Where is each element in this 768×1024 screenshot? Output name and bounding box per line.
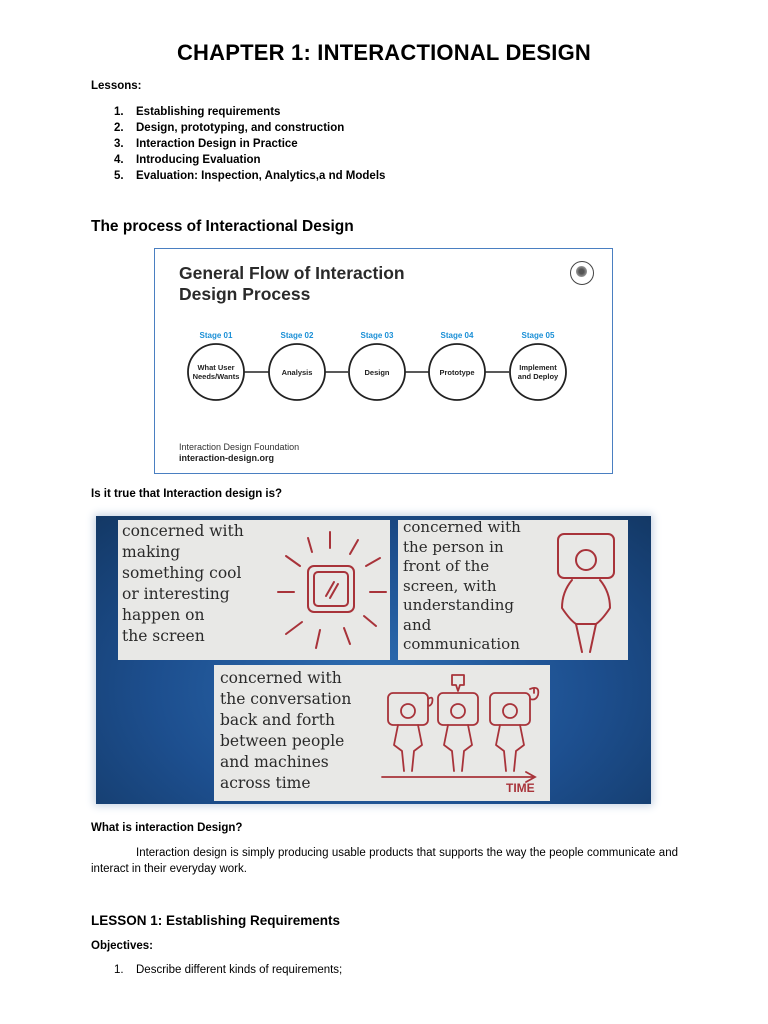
people-conversation-icon xyxy=(382,671,550,779)
list-item: 2. Design, prototyping, and construction xyxy=(114,122,345,134)
panel-screen-text: concerned with making something cool or interesting happen on the screen xyxy=(122,522,244,645)
interaction-design-illustration xyxy=(96,516,651,804)
stage-1 xyxy=(188,331,244,400)
question-text: Is it true that Interaction design is? xyxy=(91,488,283,500)
flow-diagram-figure xyxy=(154,248,613,474)
time-label: TIME xyxy=(506,781,535,795)
svg-text:Implement: Implement xyxy=(519,363,557,372)
flow-footer-org: Interaction Design Foundation xyxy=(179,442,300,452)
list-item: 5. Evaluation: Inspection, Analytics,a nd Models xyxy=(114,170,386,182)
svg-text:Prototype: Prototype xyxy=(439,368,475,377)
glowing-screen-icon xyxy=(272,530,390,658)
stage-4 xyxy=(429,331,485,400)
svg-text:Stage 02: Stage 02 xyxy=(280,331,314,340)
stage-2 xyxy=(269,331,325,400)
panel-screen xyxy=(118,520,390,660)
definition-paragraph: Interaction design is simply producing usable products that supports the way the people communicate and interact in their everyday work. xyxy=(91,847,678,875)
stage-5 xyxy=(510,331,566,400)
section-heading: The process of Interactional Design xyxy=(91,218,354,235)
svg-text:Analysis: Analysis xyxy=(281,368,313,377)
list-item: 1. Describe different kinds of requirements; xyxy=(114,964,343,976)
svg-text:Stage 04: Stage 04 xyxy=(440,331,474,340)
list-item: 3. Interaction Design in Practice xyxy=(114,138,298,150)
lessons-label: Lessons: xyxy=(91,80,142,92)
svg-text:Stage 05: Stage 05 xyxy=(521,331,555,340)
lesson-heading: LESSON 1: Establishing Requirements xyxy=(91,913,341,928)
list-item: 1. Establishing requirements xyxy=(114,106,281,118)
flow-footer-url: interaction-design.org xyxy=(179,453,275,463)
objectives-list xyxy=(91,964,342,976)
list-item: 4. Introducing Evaluation xyxy=(114,154,261,166)
flow-diagram-title: General Flow of Interaction Design Process xyxy=(179,263,405,304)
panel-person-text: concerned with the person in front of the screen, with understanding and communication xyxy=(403,518,521,653)
objectives-label: Objectives: xyxy=(91,940,153,952)
person-at-screen-icon xyxy=(552,528,624,656)
svg-text:What User: What User xyxy=(197,363,235,372)
panel-conversation xyxy=(214,665,550,801)
stage-3 xyxy=(349,331,405,400)
lessons-list xyxy=(91,104,385,184)
panel-person xyxy=(398,520,628,660)
definition-question: What is interaction Design? xyxy=(91,822,243,834)
panel-conversation-text: concerned with the conversation back and forth between people and machines across time xyxy=(220,669,352,792)
chapter-title: CHAPTER 1: INTERACTIONAL DESIGN xyxy=(176,40,592,65)
svg-text:Needs/Wants: Needs/Wants xyxy=(192,372,240,381)
svg-text:Stage 01: Stage 01 xyxy=(199,331,233,340)
flow-stages-diagram xyxy=(155,249,611,472)
svg-text:Design: Design xyxy=(364,368,390,377)
svg-text:Stage 03: Stage 03 xyxy=(360,331,394,340)
svg-text:and Deploy: and Deploy xyxy=(517,372,559,381)
